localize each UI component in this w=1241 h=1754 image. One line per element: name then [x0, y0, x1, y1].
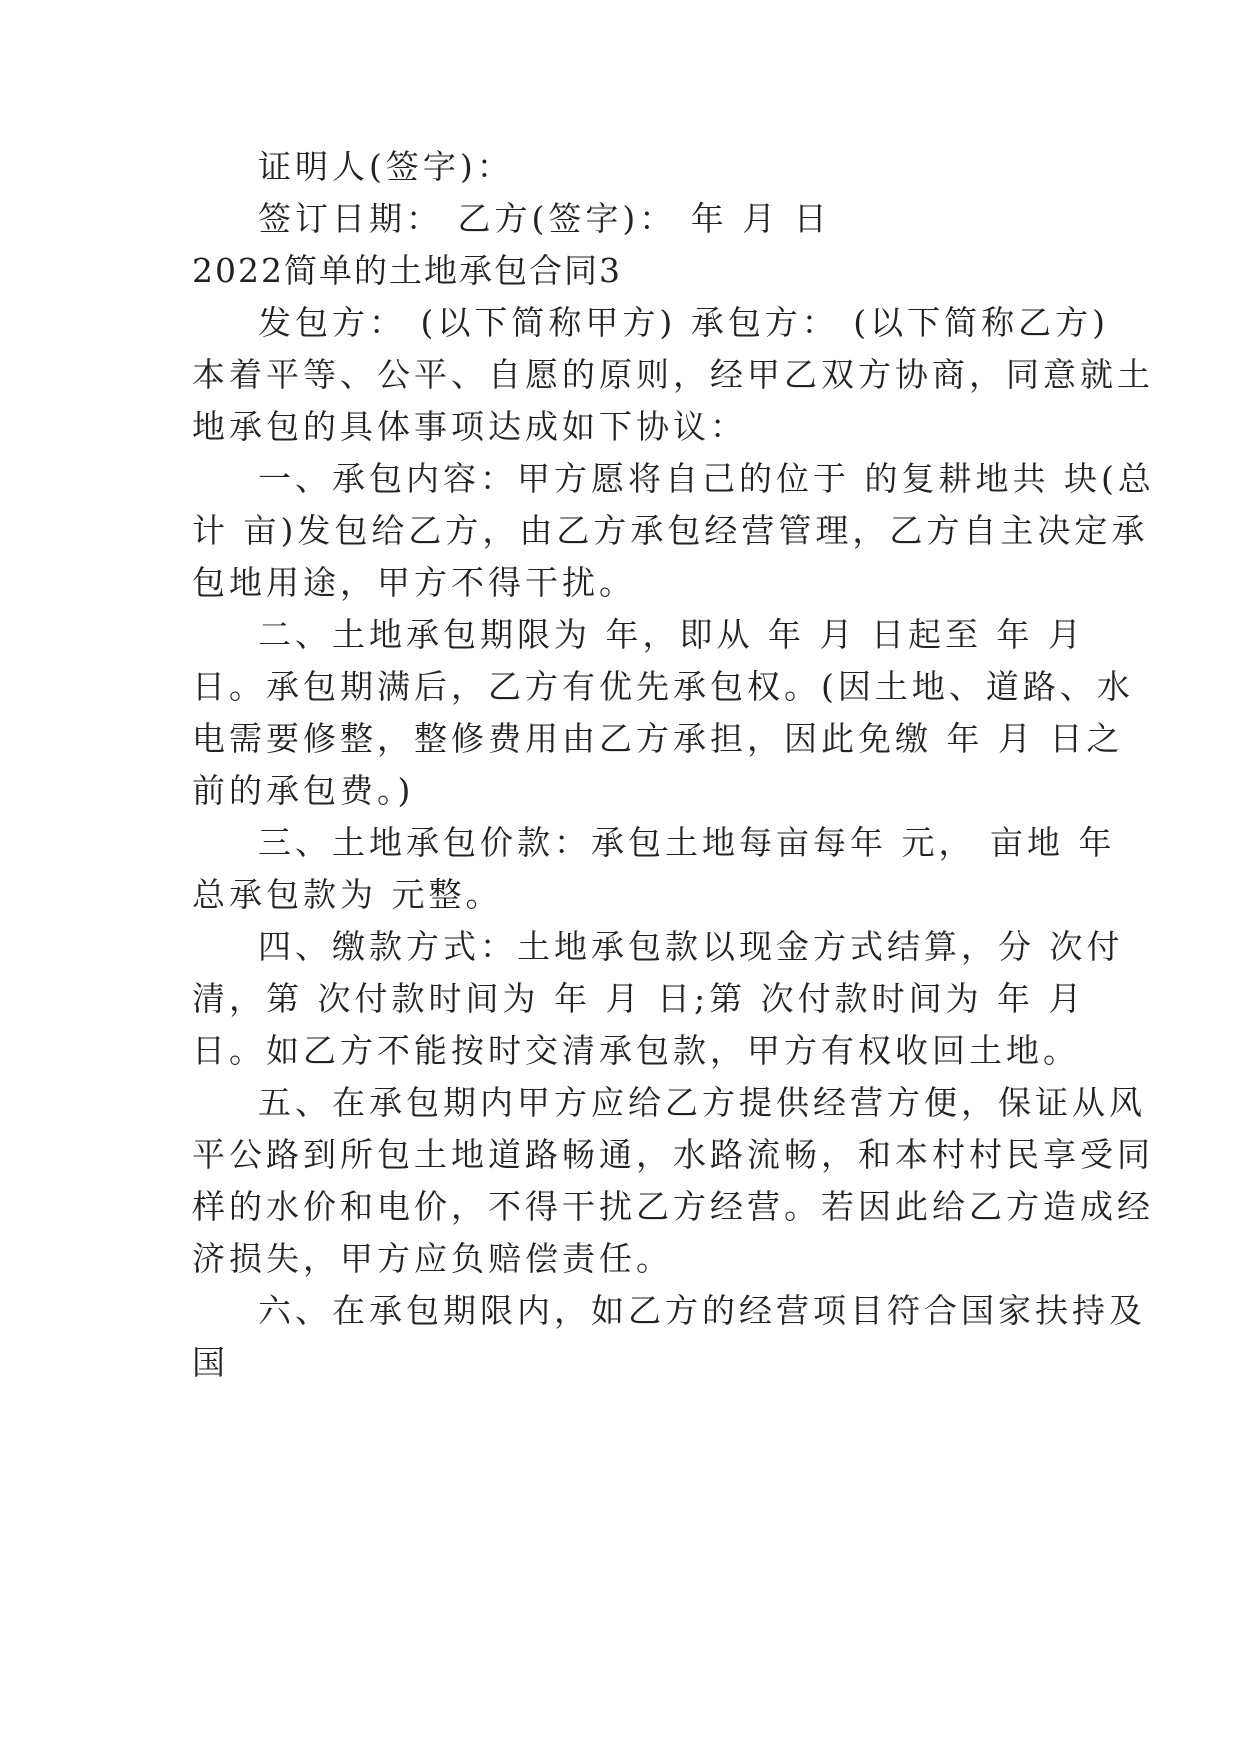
clause-4-line: 四、缴款方式：土地承包款以现金方式结算，分 次付	[258, 927, 1124, 966]
clause-4-line: 日。如乙方不能按时交清承包款，甲方有权收回土地。	[192, 1031, 1080, 1070]
clause-6-line: 国	[192, 1343, 229, 1382]
clause-5-line: 五、在承包期内甲方应给乙方提供经营方便，保证从风	[258, 1083, 1146, 1122]
clause-2-line: 电需要修整，整修费用由乙方承担，因此免缴 年 月 日之	[192, 719, 1124, 758]
clause-1-line: 计 亩)发包给乙方，由乙方承包经营管理，乙方自主决定承	[192, 511, 1149, 550]
clause-2-line: 前的承包费。)	[192, 771, 415, 810]
clause-2-line: 日。承包期满后，乙方有优先承包权。(因土地、道路、水	[192, 667, 1134, 706]
clause-3-line: 三、土地承包价款：承包土地每亩每年 元， 亩地 年	[258, 823, 1116, 862]
clause-6-line: 六、在承包期限内，如乙方的经营项目符合国家扶持及	[258, 1291, 1146, 1330]
paragraph-line: 本着平等、公平、自愿的原则，经甲乙双方协商，同意就土	[192, 355, 1154, 394]
clause-5-line: 平公路到所包土地道路畅通，水路流畅，和本村村民享受同	[192, 1135, 1154, 1174]
clause-5-line: 济损失，甲方应负赔偿责任。	[192, 1239, 673, 1278]
section-title: 2022简单的土地承包合同3	[192, 251, 622, 290]
clause-3-line: 总承包款为 元整。	[192, 875, 503, 914]
parties-line: 发包方： (以下简称甲方) 承包方： (以下简称乙方)	[258, 303, 1109, 342]
signing-date-line: 签订日期： 乙方(签字)： 年 月 日	[258, 199, 831, 238]
clause-2-line: 二、土地承包期限为 年，即从 年 月 日起至 年 月	[258, 615, 1085, 654]
clause-1-line: 一、承包内容：甲方愿将自己的位于 的复耕地共 块(总	[258, 459, 1155, 498]
witness-signature-line: 证明人(签字)：	[258, 147, 514, 186]
paragraph-line: 地承包的具体事项达成如下协议：	[192, 407, 747, 446]
clause-1-line: 包地用途，甲方不得干扰。	[192, 563, 636, 602]
clause-5-line: 样的水价和电价，不得干扰乙方经营。若因此给乙方造成经	[192, 1187, 1154, 1226]
clause-4-line: 清，第 次付款时间为 年 月 日;第 次付款时间为 年 月	[192, 979, 1086, 1018]
